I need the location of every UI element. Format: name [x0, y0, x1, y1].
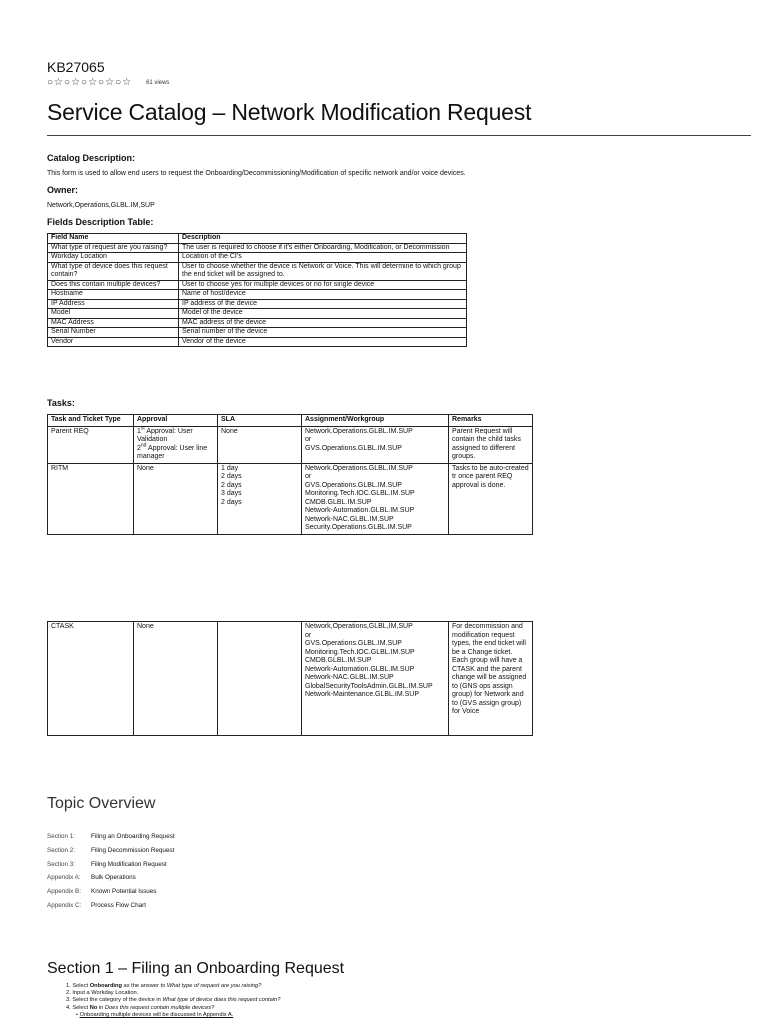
table-row-ctask: [48, 622, 533, 736]
task-type-cell: Parent REQ: [48, 426, 134, 463]
catalog-description-text: This form is used to allow end users to request the Onboarding/Decommissioning/Modification of specific network and/or voice devices.: [47, 170, 466, 177]
field-name-cell: Does this contain multiple devices?: [48, 280, 179, 290]
table-row: [48, 243, 467, 253]
step-item: 2. Input a Workday Location.: [66, 990, 139, 997]
star-icon[interactable]: ☆: [88, 77, 98, 88]
task-type-cell: CTASK: [48, 622, 134, 736]
field-description-cell: User to choose yes for multiple devices or no for single device: [179, 280, 467, 290]
column-header: Approval: [134, 415, 218, 427]
owner-heading: Owner:: [47, 185, 79, 195]
star-rating[interactable]: [47, 77, 169, 88]
approval-cell: 1st Approval: User Validation 2nd Approval: User line manager: [134, 426, 218, 463]
field-description-cell: Vendor of the device: [179, 337, 467, 347]
approval-cell: None: [134, 622, 218, 736]
column-header: Remarks: [449, 415, 533, 427]
topic-overview-heading: Topic Overview: [47, 795, 156, 812]
table-row: [48, 318, 467, 328]
rating-circle-icon[interactable]: ○: [115, 77, 122, 88]
column-header: SLA: [218, 415, 302, 427]
column-header: Description: [179, 234, 467, 244]
table-row-ritm: [48, 463, 533, 534]
field-description-cell: Name of host/device: [179, 290, 467, 300]
remarks-cell: Parent Request will contain the child tasks assigned to different groups.: [449, 426, 533, 463]
title-divider: [47, 135, 751, 136]
remarks-cell: For decommission and modification request types, the end ticket will be a Change ticket. Each group will have a CTASK and the parent change will be assigned to (GNS ops assign group) for Network and to (GVS assign group) for Voice: [449, 622, 533, 736]
table-row: [48, 280, 467, 290]
remarks-cell: Tasks to be auto-created tr once parent REQ approval is done.: [449, 463, 533, 534]
view-count: 61 views: [146, 79, 170, 86]
sla-cell: [218, 622, 302, 736]
field-name-cell: IP Address: [48, 299, 179, 309]
tasks-table-continued: [47, 621, 533, 736]
table-header-row: [48, 234, 467, 244]
field-description-cell: Location of the CI's: [179, 253, 467, 263]
table-header-row: [48, 415, 533, 427]
star-icon[interactable]: ☆: [122, 77, 132, 88]
field-name-cell: Serial Number: [48, 328, 179, 338]
fields-table-heading: Fields Description Table:: [47, 217, 154, 227]
rating-circle-icon[interactable]: ○: [98, 77, 105, 88]
topic-overview-list: [47, 830, 175, 912]
table-row: [48, 299, 467, 309]
field-name-cell: Workday Location: [48, 253, 179, 263]
toc-item[interactable]: Appendix A: Bulk Operations: [47, 874, 136, 882]
star-icon[interactable]: ☆: [105, 77, 115, 88]
table-row: [48, 328, 467, 338]
field-name-cell: What type of request are you raising?: [48, 243, 179, 253]
column-header: Field Name: [48, 234, 179, 244]
field-name-cell: Vendor: [48, 337, 179, 347]
catalog-description-heading: Catalog Description:: [47, 153, 136, 163]
table-row: [48, 290, 467, 300]
step-item: 3. Select the category of the device in What type of device does this request contain?: [66, 997, 281, 1004]
sla-cell: 1 day 2 days 2 days 3 days 2 days: [218, 463, 302, 534]
field-description-cell: Model of the device: [179, 309, 467, 319]
field-name-cell: MAC Address: [48, 318, 179, 328]
tasks-table: [47, 414, 533, 535]
field-name-cell: Hostname: [48, 290, 179, 300]
fields-description-table: [47, 233, 467, 347]
toc-item[interactable]: Section 2: Filing Decommission Request: [47, 847, 175, 855]
table-row: [48, 262, 467, 280]
field-description-cell: User to choose whether the device is Network or Voice. This will determine to which group the end ticket will be assigned to.: [179, 262, 467, 280]
approval-cell: None: [134, 463, 218, 534]
task-type-cell: RITM: [48, 463, 134, 534]
field-description-cell: Serial number of the device: [179, 328, 467, 338]
step-item: 4. Select No in Does this request contain multiple devices?: [66, 1004, 215, 1011]
section-1-heading: Section 1 – Filing an Onboarding Request: [47, 960, 345, 977]
field-description-cell: IP address of the device: [179, 299, 467, 309]
section-1-steps: [66, 983, 280, 1019]
column-header: Task and Ticket Type: [48, 415, 134, 427]
assignment-cell: Network.Operations.GLBL.IM.SUP or GVS.Operations.GLBL.IM.SUP Monitoring.Tech.IOC.GLBL.IM.SUP CMDB.GLBL.IM.SUP Network-Automation.GLBL.IM.SUP Network-NAC.GLBL.IM.SUP Security.Operations.GLBL.IM.SUP: [302, 463, 449, 534]
star-icon[interactable]: ☆: [54, 77, 64, 88]
tasks-heading: Tasks:: [47, 398, 75, 408]
table-row: [48, 253, 467, 263]
table-row: [48, 337, 467, 347]
star-icon[interactable]: ☆: [71, 77, 81, 88]
kb-article-id: KB27065: [47, 59, 105, 75]
table-row-parent-req: [48, 426, 533, 463]
owner-text: Network,Operations,GLBL.IM,SUP: [47, 202, 155, 209]
sla-cell: None: [218, 426, 302, 463]
assignment-cell: Network.Operations.GLBL.IM.SUP or GVS.Operations.GLBL.IM.SUP: [302, 426, 449, 463]
step-subitem[interactable]: • Onboarding multiple devices will be discussed in Appendix A.: [76, 1011, 234, 1018]
field-name-cell: What type of device does this request contain?: [48, 262, 179, 280]
toc-item[interactable]: Appendix B: Known Potential Issues: [47, 888, 157, 896]
table-row: [48, 309, 467, 319]
toc-item[interactable]: Appendix C: Process Flow Chart: [47, 901, 146, 909]
step-item: 1. Select Onboarding as the answer to What type of request are you raising?: [66, 983, 262, 989]
rating-circle-icon[interactable]: ○: [64, 77, 71, 88]
field-description-cell: MAC address of the device: [179, 318, 467, 328]
toc-item[interactable]: Section 1: Filing an Onboarding Request: [47, 833, 175, 841]
page-title: Service Catalog – Network Modification Request: [47, 99, 532, 125]
column-header: Assignment/Workgroup: [302, 415, 449, 427]
field-name-cell: Model: [48, 309, 179, 319]
rating-circle-icon[interactable]: ○: [47, 77, 54, 88]
toc-item[interactable]: Section 3: Filing Modification Request: [47, 860, 167, 868]
rating-circle-icon[interactable]: ○: [81, 77, 88, 88]
assignment-cell: Network,Operations,GLBL,IM,SUP or GVS.Operations.GLBL.IM.SUP Monitoring.Tech.IOC.GLBL.IM.SUP CMDB.GLBL.IM.SUP Network-Automation.GLBL.IM.SUP Network-NAC.GLBL.IM.SUP GlobalSecurityToolsAdmin.GLBL.IM.SUP Network-Maintenance.GLBL.IM.SUP: [302, 622, 449, 736]
field-description-cell: The user is required to choose if it's either Onboarding, Modification, or Decommission: [179, 243, 467, 253]
